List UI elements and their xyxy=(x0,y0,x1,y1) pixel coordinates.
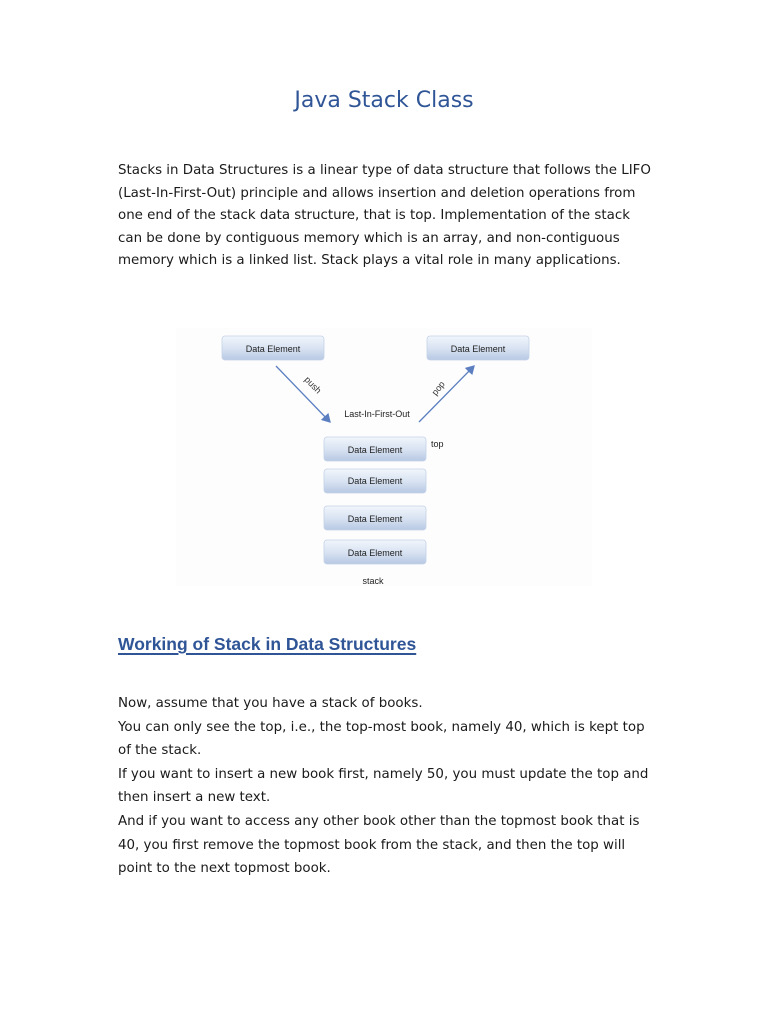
body-paragraph: Now, assume that you have a stack of books. xyxy=(118,696,423,711)
stack-item-label: Data Element xyxy=(347,476,403,486)
push-source-box xyxy=(222,336,324,360)
pop-target-label: Data Element xyxy=(450,344,506,354)
body-paragraph: You can only see the top, i.e., the top-most book, namely 40, which is kept top of the stack. xyxy=(118,719,645,759)
push-label: push xyxy=(302,374,324,396)
lifo-label: Last-In-First-Out xyxy=(344,409,410,419)
pop-arrow xyxy=(419,366,474,422)
stack-item-label: Data Element xyxy=(347,548,403,558)
stack-item xyxy=(324,469,426,493)
stack-diagram xyxy=(176,328,592,586)
push-source-label: Data Element xyxy=(245,344,301,354)
stack-caption: stack xyxy=(362,576,384,586)
stack-item xyxy=(324,506,426,530)
section-body xyxy=(118,692,658,881)
stack-item-label: Data Element xyxy=(347,514,403,524)
stack-item xyxy=(324,437,426,461)
stack-item-label: Data Element xyxy=(347,445,403,455)
stack-item xyxy=(324,540,426,564)
top-label: top xyxy=(431,439,444,449)
document-title: Java Stack Class xyxy=(294,88,474,113)
section-heading: Working of Stack in Data Structures xyxy=(118,634,417,654)
intro-paragraph: Stacks in Data Structures is a linear type of data structure that follows the LIFO (Last-In-First-Out) principle and allows insertion and deletion operations from one end of the stack data structure, that is top. Implementation of the stack can be done by contiguous memory which is an array, and non-contiguous memory which is a linked list. Stack plays a vital role in many applications. xyxy=(118,163,651,268)
body-paragraph: And if you want to access any other book other than the topmost book that is 40, you first remove the topmost book from the stack, and then the top will point to the next topmost book. xyxy=(118,813,640,877)
pop-label: pop xyxy=(429,379,447,398)
stack-diagram-svg xyxy=(176,328,592,586)
body-paragraph: If you want to insert a new book first, namely 50, you must update the top and then insert a new text. xyxy=(118,766,649,806)
pop-target-box xyxy=(427,336,529,360)
push-arrow xyxy=(276,366,330,422)
